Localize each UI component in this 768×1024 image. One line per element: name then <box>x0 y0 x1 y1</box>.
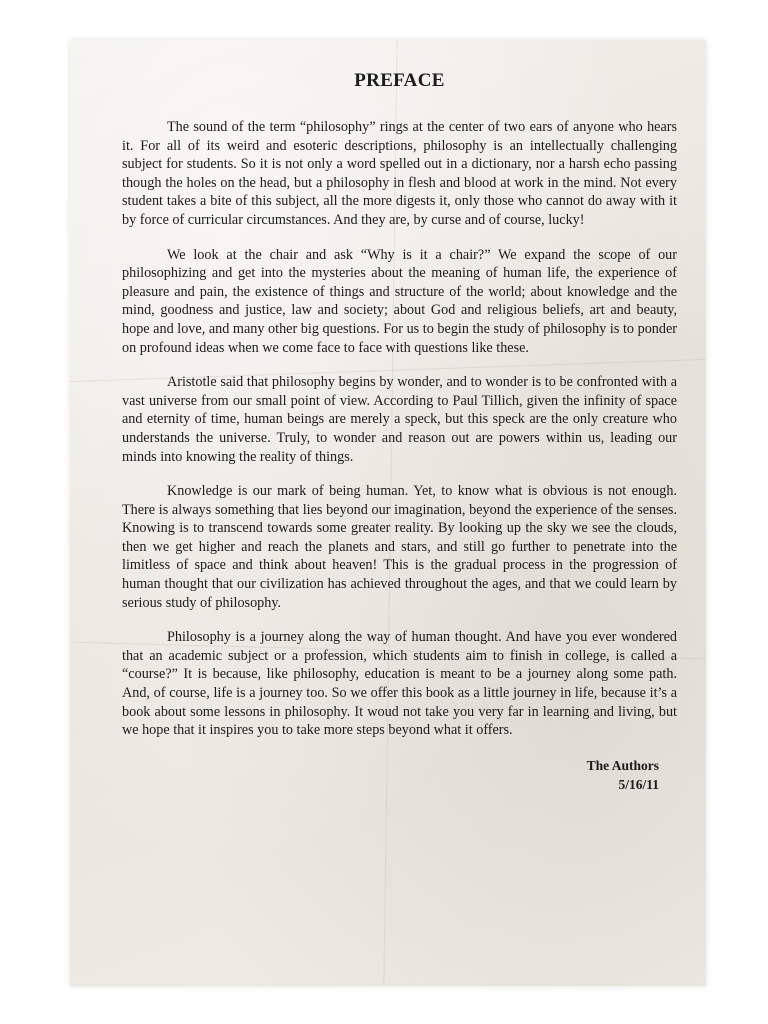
signature-date: 5/16/11 <box>618 776 659 792</box>
paragraph: We look at the chair and ask “Why is it a chair?” We expand the scope of our philosophizing and get into the mysteries about the meaning of human life, the experience of pleasure and pain, the existence of things and structure of the world; about knowledge and the mind, goodness and justice, law and society; about God and religious beliefs, art and beauty, hope and love, and many other big questions. For us to begin the study of philosophy is to ponder on profound ideas when we come face to face with questions like these. <box>122 246 677 356</box>
paper-sheet <box>70 40 706 986</box>
signature-author: The Authors <box>586 757 659 773</box>
paragraph: Philosophy is a journey along the way of human thought. And have you ever wondered that an academic subject or a profession, which students aim to finish in college, is called a “course?” It is because, like philosophy, education is meant to be a journey along some path. And, of course, life is a journey too. So we offer this book as a little journey in life, because it’s a book about some lessons in philosophy. It woud not take you very far in learning and living, but we hope that it inspires you to take more steps beyond what it offers. <box>122 629 677 739</box>
paragraph: Knowledge is our mark of being human. Yet, to know what is obvious is not enough. There is always something that lies beyond our imagination, beyond the experience of the senses. Knowing is to transcend towards some greater reality. By looking up the sky we see the clouds, then we get higher and reach the planets and stars, and still go further to penetrate into the limitless of space and think about heaven! This is the gradual process in the progression of human thought that our civilization has achieved throughout the ages, and that we could learn by serious study of philosophy. <box>122 483 677 611</box>
page-title: PREFACE <box>354 70 445 91</box>
preface-content <box>122 70 677 796</box>
signature-block <box>122 756 677 796</box>
paragraph: Aristotle said that philosophy begins by wonder, and to wonder is to be confronted with a vast universe from our small point of view. According to Paul Tillich, given the infinity of space and eternity of time, human beings are merely a speck, but this speck are the only creature who understands the universe. Truly, to wonder and reason out are powers within us, leading our minds into knowing the reality of things. <box>122 374 677 465</box>
paragraph: The sound of the term “philosophy” rings at the center of two ears of anyone who hears it. For all of its weird and esoteric descriptions, philosophy is an intellectually challenging subject for students. So it is not only a word spelled out in a dictionary, nor a harsh echo passing though the holes on the head, but a philosophy in flesh and blood at work in the mind. Not every student takes a bite of this subject, all the more digests it, only those who cannot do away with it by force of curricular circumstances. And they are, by curse and of course, lucky! <box>122 119 677 228</box>
